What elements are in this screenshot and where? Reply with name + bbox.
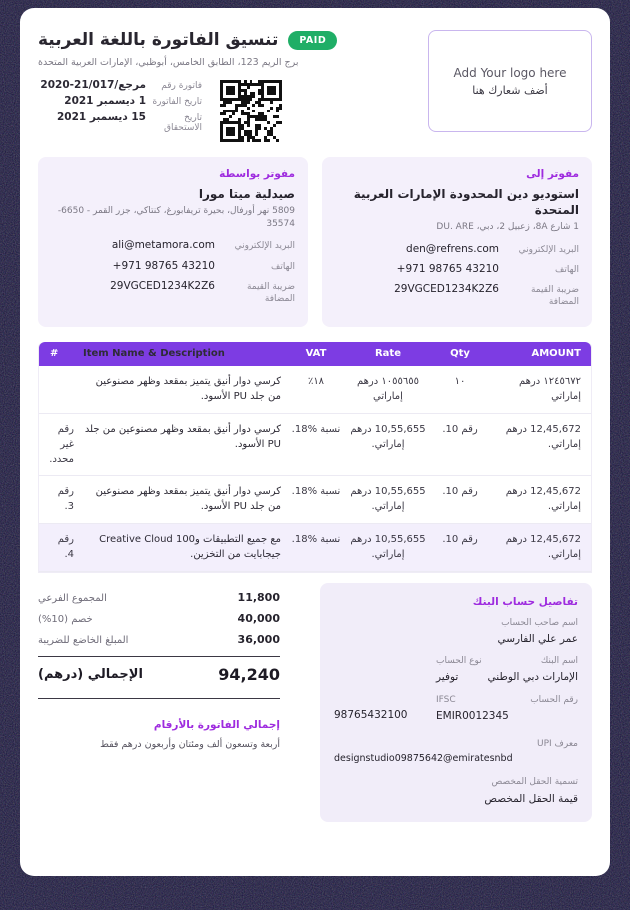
item-number: رقم 4. [57,533,74,560]
vat-label: ضريبة القيمة المضافة [530,285,579,308]
total-in-words-block [38,719,280,752]
invoice-date-value: 1 ديسمبر 2021 [64,95,146,107]
item-rate: 10,55,655 درهم إماراتي. [350,485,426,512]
ifsc-group [436,694,509,723]
custom-field-group [334,776,578,807]
totals-block [38,583,280,822]
email-label: البريد الإلكتروني [518,244,579,255]
item-qty: رقم 10. [442,533,478,545]
ifsc-value: EMIR0012345 [436,709,509,722]
email-value: den@refrens.com [406,242,499,255]
billed-by-vat-row [51,280,295,305]
upi-value: designstudio09875642@emiratesnbd [334,752,513,764]
item-amount: 12,45,672 درهم إماراتي. [505,423,581,450]
bank-details-title: تفاصيل حساب البنك [472,595,578,608]
table-row [39,476,591,524]
item-rate: ١٠٥٥٦٥٥ درهم إماراتي [357,375,419,402]
phone-label: الهاتف [271,261,295,272]
account-number-value: 98765432100 [334,708,408,721]
grand-total-row [38,657,280,692]
phone-value: +971 98765 43210 [396,263,499,276]
col-amount: AMOUNT [531,348,581,360]
billed-to-address: 1 شارع 8A، زعبيل 2، دبي، DU. ARE [436,222,579,233]
item-rate: 10,55,655 درهم إماراتي. [350,533,426,560]
subtotal-label: المجموع الفرعي [38,592,107,604]
item-amount: 12,45,672 درهم إماراتي. [505,533,581,560]
item-vat: نسبة %18. [291,485,341,497]
items-table-header [39,342,591,366]
item-qty: رقم 10. [442,423,478,435]
billed-to-phone-row [335,263,579,276]
table-row [39,366,591,414]
account-number-label: رقم الحساب [530,694,578,705]
item-description: كرسي دوار أنيق يتميز بمقعد وظهر مصنوعين من جلد PU الأسود. [95,375,281,403]
col-rate: Rate [374,348,401,360]
taxable-amount-row [38,629,280,650]
taxable-amount-value: 36,000 [237,632,280,646]
discount-label: خصم (10%) [38,613,93,625]
item-qty: رقم 10. [442,485,478,497]
account-holder-group [334,617,578,646]
billed-by-card [38,157,308,327]
logo-placeholder-text-ar: أضف شعارك هنا [472,83,548,97]
item-vat: ١٨٪ [307,375,325,387]
email-value: ali@metamora.com [111,239,215,252]
item-qty: ١٠ [454,375,466,387]
vat-value: 29VGCED1234K2Z6 [110,279,215,292]
billed-to-title: مفوتر إلى [526,168,579,180]
subtotal-row [38,587,280,608]
upi-label: معرف UPI [537,738,578,749]
billed-by-address: 5809 نهر أورفال، بحيرة تريفابورغ، كنتاكي، جزر القمر - 6650-35574 [57,206,295,229]
phone-value: +971 98765 43210 [112,259,215,272]
col-vat: VAT [305,348,327,360]
invoice-number-label: فاتورة رقم [161,81,202,91]
invoice-date-label: تاريخ الفاتورة [152,97,202,107]
bank-name-label: اسم البنك [540,655,578,666]
items-table [38,342,592,573]
due-date-label: تاريخ الاستحقاق [164,113,202,133]
item-number: رقم غير محدد. [49,423,74,465]
email-label: البريد الإلكتروني [234,241,295,252]
logo-upload-box[interactable] [428,30,592,132]
billed-to-email-row [335,243,579,256]
table-row [39,414,591,476]
account-type-group [436,655,482,684]
account-holder-value: عمر علي الفارسي [497,632,578,645]
invoice-meta [38,79,210,142]
total-in-words-text: أربعة وتسعون ألف ومئتان وأربعون درهم فقط [100,738,280,750]
bank-details-card [320,583,592,822]
billed-to-vat-row [335,283,579,308]
item-description: كرسي دوار أنيق يتميز بمقعد وظهر مصنوعين من جلد PU الأسود. [95,485,281,513]
account-number-ifsc-row [334,694,578,724]
item-vat: نسبة %18. [291,533,341,545]
item-amount: 12,45,672 درهم إماراتي. [505,485,581,512]
phone-label: الهاتف [555,265,579,276]
invoice-header [38,30,592,142]
item-number: رقم 3. [57,485,74,512]
table-row [39,524,591,572]
discount-row [38,608,280,629]
bank-name-type-row [334,655,578,685]
due-date-row [38,111,210,133]
page-title: تنسيق الفاتورة باللغة العربية [38,30,279,50]
divider [38,698,280,699]
invoice-number-row [38,79,210,91]
grand-total-value: 94,240 [218,664,280,684]
col-number: # [50,348,59,360]
col-qty: Qty [450,348,470,360]
account-type-value: توفير [436,670,459,683]
item-description: مع جميع التطبيقات وCreative Cloud 100 جيجابايت من التخزين. [99,533,281,561]
billed-to-card [322,157,592,327]
subtotal-value: 11,800 [237,590,280,604]
item-description: كرسي دوار أنيق بمقعد وظهر مصنوعين من جلد PU الأسود. [84,423,281,451]
vat-value: 29VGCED1234K2Z6 [394,283,499,296]
billed-by-email-row [51,239,295,252]
item-amount: ١٢٤٥٦٧٢ درهم إماراتي [519,375,581,402]
due-date-value: 15 ديسمبر 2021 [56,111,146,123]
qr-code [220,80,282,142]
taxable-amount-label: المبلغ الخاضع للضريبة [38,634,129,646]
billed-to-name: استوديو دين المحدودة الإمارات العربية المتحدة [353,187,579,218]
account-holder-label: اسم صاحب الحساب [501,617,578,628]
ifsc-label: IFSC [436,694,456,705]
col-description: Item Name & Description [83,347,225,359]
logo-placeholder-text-en: Add Your logo here [453,65,567,80]
billed-by-name: صيدلية ميتا مورا [198,187,295,201]
total-in-words-title: إجمالي الفاتورة بالأرقام [153,718,280,731]
account-type-label: نوع الحساب [436,655,482,666]
billed-by-title: مفوتر بواسطة [219,168,295,180]
vat-label: ضريبة القيمة المضافة [246,281,295,304]
upi-group [334,738,578,764]
discount-value: 40,000 [237,611,280,625]
paid-status-badge: PAID [288,31,337,50]
item-vat: نسبة %18. [291,423,341,435]
invoice-date-row [38,95,210,107]
grand-total-label: الإجمالي (درهم) [38,666,143,682]
business-address: برج الريم 123، الطابق الخامس، أبوظبي، الإمارات العربية المتحدة [38,57,299,68]
custom-field-value: قيمة الحقل المخصص [484,793,578,806]
custom-field-label: تسمية الحقل المخصص [491,776,578,787]
billed-by-phone-row [51,260,295,273]
bank-name-value: الإمارات دبي الوطني [487,670,578,683]
invoice-sheet [20,8,610,876]
item-rate: 10,55,655 درهم إماراتي. [350,423,426,450]
invoice-number-value: مرجع/21/017-2020 [40,79,146,91]
